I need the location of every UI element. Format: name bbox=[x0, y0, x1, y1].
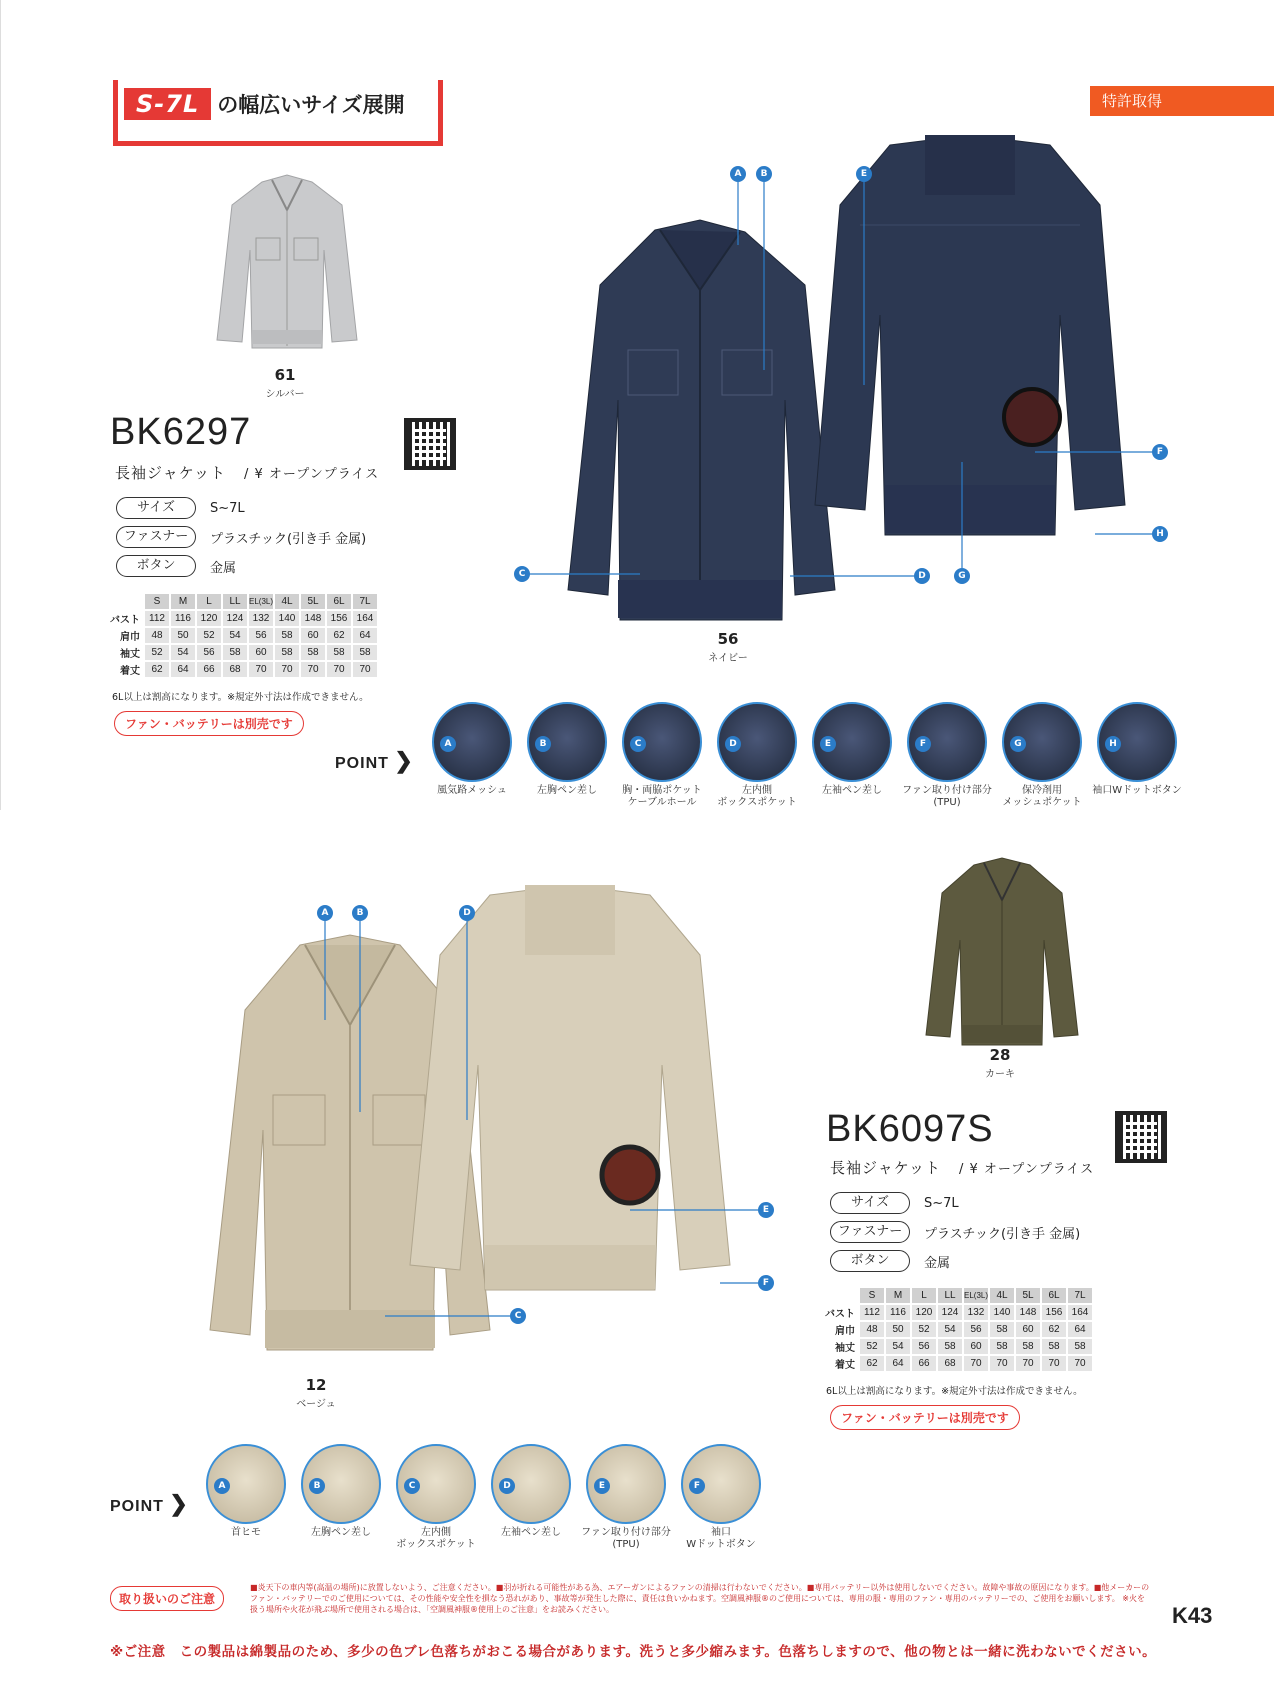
callout-c: C bbox=[514, 566, 530, 582]
row-label: 着丈 bbox=[835, 1360, 855, 1371]
table-row bbox=[825, 1305, 1092, 1320]
cell: 148 bbox=[1016, 1305, 1040, 1320]
cell: 66 bbox=[197, 662, 221, 677]
spec-size-value: S~7L bbox=[924, 1195, 959, 1211]
point-item-e bbox=[807, 702, 897, 797]
point-label: 風気路メッシュ bbox=[437, 785, 507, 796]
cell: 58 bbox=[990, 1339, 1014, 1354]
cell: 124 bbox=[223, 611, 247, 626]
cell: 56 bbox=[912, 1339, 936, 1354]
color-code-56: 56 bbox=[717, 630, 739, 648]
handling-caution-text: ■炎天下の車内等(高温の場所)に放置しないよう、ご注意ください。■羽が折れる可能性がある為、エアーガンによるファンの清掃は行わないでください。■専用バッテリー以外は使用しないでください。故障や事故の原因になります。■他メーカーのファン・バッテリーでのご使用については、その性能や安全性を損なう恐れがあり、事故等が発生した際に、責任は負いかねます。空調風神服®のご使用については、専用の服・専用のファン・専用のバッテリーでの、ご使用をお願いします。 ※火を扱う場所や火花が飛ぶ場所で使用される場合は、「空調風神服®使用上のご注意」をお読みください。 bbox=[250, 1583, 1150, 1614]
point-badge: D bbox=[499, 1478, 515, 1494]
point-detail-photo bbox=[491, 1444, 571, 1524]
cell: 164 bbox=[353, 611, 377, 626]
cell: 112 bbox=[860, 1305, 884, 1320]
spec-size-value: S~7L bbox=[210, 500, 245, 516]
jacket-navy-front-image bbox=[560, 210, 845, 630]
cell: 56 bbox=[197, 645, 221, 660]
spec-zipper-label: ファスナー bbox=[830, 1221, 910, 1243]
qr-code-bk6097s[interactable] bbox=[1115, 1111, 1167, 1163]
table-row bbox=[825, 1356, 1092, 1371]
point-item-c bbox=[617, 702, 707, 809]
cell: 68 bbox=[223, 662, 247, 677]
cell: 156 bbox=[1042, 1305, 1066, 1320]
point-text: POINT bbox=[335, 755, 389, 772]
cell: 54 bbox=[938, 1322, 962, 1337]
cell: 58 bbox=[275, 645, 299, 660]
point-label: 左胸ペン差し bbox=[311, 1527, 371, 1538]
point-item-b bbox=[296, 1444, 386, 1539]
jacket-navy-back-image bbox=[810, 135, 1130, 555]
spec-button-value: 金属 bbox=[924, 1255, 951, 1271]
size-header: 6L bbox=[1042, 1288, 1066, 1303]
callout-f: F bbox=[758, 1275, 774, 1291]
callout-h: H bbox=[1152, 526, 1168, 542]
product-type-label: 長袖ジャケット bbox=[115, 464, 226, 482]
point-detail-photo bbox=[1097, 702, 1177, 782]
point-badge: G bbox=[1010, 736, 1026, 752]
point-label: 袖口 Wドットボタン bbox=[686, 1527, 756, 1550]
point-item-b bbox=[522, 702, 612, 797]
price-label: / ¥ オープンプライス bbox=[958, 1162, 1095, 1177]
spec-zipper-value: プラスチック(引き手 金属) bbox=[924, 1226, 1081, 1242]
cell: 66 bbox=[912, 1356, 936, 1371]
product-type-label: 長袖ジャケット bbox=[830, 1159, 941, 1177]
size-header: 7L bbox=[1068, 1288, 1092, 1303]
table-row bbox=[110, 662, 377, 677]
size-header: EL(3L) bbox=[964, 1288, 988, 1303]
cell: 70 bbox=[1042, 1356, 1066, 1371]
jacket-beige-back-image bbox=[400, 885, 740, 1305]
point-label-1 bbox=[335, 748, 414, 774]
cell: 58 bbox=[1068, 1339, 1092, 1354]
point-detail-photo bbox=[622, 702, 702, 782]
row-label: 袖丈 bbox=[120, 649, 140, 660]
patent-badge: 特許取得 bbox=[1090, 86, 1274, 116]
cell: 62 bbox=[1042, 1322, 1066, 1337]
point-detail-photo bbox=[681, 1444, 761, 1524]
cell: 58 bbox=[1042, 1339, 1066, 1354]
page-number: K43 bbox=[1172, 1603, 1213, 1628]
cell: 132 bbox=[249, 611, 273, 626]
cell: 70 bbox=[249, 662, 273, 677]
product-type-2 bbox=[830, 1157, 1094, 1178]
spec-button-label: ボタン bbox=[830, 1250, 910, 1272]
cell: 58 bbox=[301, 645, 325, 660]
point-badge: A bbox=[214, 1478, 230, 1494]
point-detail-photo bbox=[907, 702, 987, 782]
point-label: 保冷剤用 メッシュポケット bbox=[1002, 785, 1082, 808]
size-header: S bbox=[145, 594, 169, 609]
size-header: EL(3L) bbox=[249, 594, 273, 609]
row-label: バスト bbox=[825, 1309, 855, 1320]
point-badge: B bbox=[535, 736, 551, 752]
cell: 64 bbox=[171, 662, 195, 677]
point-text: POINT bbox=[110, 1498, 164, 1515]
size-header: 6L bbox=[327, 594, 351, 609]
callout-d: D bbox=[459, 905, 475, 921]
callout-b: B bbox=[756, 166, 772, 182]
size-range-tag: S-7L bbox=[124, 88, 211, 120]
callout-a: A bbox=[730, 166, 746, 182]
row-label: 肩巾 bbox=[120, 632, 140, 643]
cell: 70 bbox=[327, 662, 351, 677]
size-note-1: 6L以上は割高になります。※規定外寸法は作成できません。 bbox=[112, 692, 369, 703]
product-type-1 bbox=[115, 462, 379, 483]
cell: 58 bbox=[275, 628, 299, 643]
cell: 70 bbox=[964, 1356, 988, 1371]
callout-b: B bbox=[352, 905, 368, 921]
size-header: 5L bbox=[1016, 1288, 1040, 1303]
color-name-silver: シルバー bbox=[265, 389, 305, 400]
point-item-c bbox=[391, 1444, 481, 1551]
cell: 116 bbox=[171, 611, 195, 626]
cell: 62 bbox=[145, 662, 169, 677]
size-header: 5L bbox=[301, 594, 325, 609]
jacket-silver-image bbox=[212, 170, 362, 360]
cell: 70 bbox=[301, 662, 325, 677]
price-label: / ¥ オープンプライス bbox=[243, 467, 380, 482]
cell: 60 bbox=[1016, 1322, 1040, 1337]
size-header: LL bbox=[223, 594, 247, 609]
point-item-e bbox=[581, 1444, 671, 1551]
point-badge: F bbox=[689, 1478, 705, 1494]
cell: 140 bbox=[275, 611, 299, 626]
cell: 64 bbox=[353, 628, 377, 643]
point-label: 左内側 ボックスポケット bbox=[396, 1527, 476, 1550]
point-item-a bbox=[201, 1444, 291, 1539]
color-code-28: 28 bbox=[989, 1046, 1011, 1064]
callout-c: C bbox=[510, 1308, 526, 1324]
chevron-right-icon: ❯ bbox=[169, 1491, 189, 1516]
cell: 52 bbox=[912, 1322, 936, 1337]
size-header: LL bbox=[938, 1288, 962, 1303]
model-number-bk6097s: BK6097S bbox=[826, 1108, 994, 1150]
spec-button-label: ボタン bbox=[116, 555, 196, 577]
size-range-banner bbox=[113, 80, 443, 146]
cell: 164 bbox=[1068, 1305, 1092, 1320]
callout-g: G bbox=[954, 568, 970, 584]
spec-list-1 bbox=[116, 495, 366, 582]
point-item-f bbox=[902, 702, 992, 809]
point-badge: F bbox=[915, 736, 931, 752]
cell: 112 bbox=[145, 611, 169, 626]
point-label: 胸・両脇ポケット ケーブルホール bbox=[622, 785, 702, 808]
cell: 58 bbox=[990, 1322, 1014, 1337]
point-badge: H bbox=[1105, 736, 1121, 752]
size-header: 7L bbox=[353, 594, 377, 609]
spec-zipper-label: ファスナー bbox=[116, 526, 196, 548]
callout-d: D bbox=[914, 568, 930, 584]
table-row bbox=[825, 1339, 1092, 1354]
cell: 68 bbox=[938, 1356, 962, 1371]
cell: 54 bbox=[171, 645, 195, 660]
point-item-a bbox=[427, 702, 517, 797]
cell: 60 bbox=[301, 628, 325, 643]
point-label: 左袖ペン差し bbox=[822, 785, 882, 796]
size-header: M bbox=[886, 1288, 910, 1303]
point-label: 左内側 ボックスポケット bbox=[717, 785, 797, 808]
color-name-beige: ベージュ bbox=[296, 1399, 336, 1410]
cell: 70 bbox=[1016, 1356, 1040, 1371]
point-badge: A bbox=[440, 736, 456, 752]
cell: 54 bbox=[886, 1339, 910, 1354]
cell: 116 bbox=[886, 1305, 910, 1320]
cell: 50 bbox=[886, 1322, 910, 1337]
spec-list-2 bbox=[830, 1190, 1080, 1277]
size-header: L bbox=[912, 1288, 936, 1303]
size-header: 4L bbox=[275, 594, 299, 609]
cell: 50 bbox=[171, 628, 195, 643]
cell: 124 bbox=[938, 1305, 962, 1320]
point-detail-photo bbox=[812, 702, 892, 782]
point-detail-photo bbox=[1002, 702, 1082, 782]
model-number-bk6297: BK6297 bbox=[110, 411, 252, 453]
point-badge: C bbox=[404, 1478, 420, 1494]
cell: 52 bbox=[197, 628, 221, 643]
size-header: L bbox=[197, 594, 221, 609]
cell: 56 bbox=[249, 628, 273, 643]
point-detail-photo bbox=[432, 702, 512, 782]
cell: 62 bbox=[860, 1356, 884, 1371]
point-item-f bbox=[676, 1444, 766, 1551]
table-row bbox=[825, 1322, 1092, 1337]
table-row bbox=[110, 611, 377, 626]
cell: 52 bbox=[145, 645, 169, 660]
cell: 64 bbox=[1068, 1322, 1092, 1337]
point-label: ファン取り付け部分 (TPU) bbox=[902, 785, 992, 808]
cell: 48 bbox=[145, 628, 169, 643]
handling-caution-label: 取り扱いのご注意 bbox=[110, 1586, 224, 1611]
cell: 70 bbox=[1068, 1356, 1092, 1371]
washing-caution: ※ご注意 この製品は綿製品のため、多少の色ブレ色落ちがおこる場合があります。洗うと多少縮みます。色落ちしますので、他の物とは一緒に洗わないでください。 bbox=[110, 1644, 1157, 1660]
fan-battery-note-1: ファン・バッテリーは別売です bbox=[114, 711, 304, 736]
color-code-61: 61 bbox=[274, 366, 296, 384]
cell: 64 bbox=[886, 1356, 910, 1371]
point-detail-photo bbox=[586, 1444, 666, 1524]
point-label-2 bbox=[110, 1491, 189, 1517]
row-label: 肩巾 bbox=[835, 1326, 855, 1337]
point-item-h bbox=[1092, 702, 1182, 797]
cell: 70 bbox=[353, 662, 377, 677]
cell: 60 bbox=[249, 645, 273, 660]
point-badge: E bbox=[820, 736, 836, 752]
size-note-2: 6L以上は割高になります。※規定外寸法は作成できません。 bbox=[826, 1386, 1083, 1397]
cell: 70 bbox=[990, 1356, 1014, 1371]
point-badge: E bbox=[594, 1478, 610, 1494]
table-row bbox=[110, 628, 377, 643]
cell: 58 bbox=[353, 645, 377, 660]
cell: 58 bbox=[938, 1339, 962, 1354]
cell: 148 bbox=[301, 611, 325, 626]
point-label: 左袖ペン差し bbox=[501, 1527, 561, 1538]
spec-button-value: 金属 bbox=[210, 560, 237, 576]
chevron-right-icon: ❯ bbox=[394, 748, 414, 773]
cell: 140 bbox=[990, 1305, 1014, 1320]
point-detail-photo bbox=[396, 1444, 476, 1524]
cell: 62 bbox=[327, 628, 351, 643]
point-item-g bbox=[997, 702, 1087, 809]
row-label: 着丈 bbox=[120, 666, 140, 677]
table-row bbox=[110, 645, 377, 660]
point-badge: C bbox=[630, 736, 646, 752]
size-header: S bbox=[860, 1288, 884, 1303]
point-detail-photo bbox=[527, 702, 607, 782]
point-detail-photo bbox=[301, 1444, 381, 1524]
cell: 58 bbox=[223, 645, 247, 660]
point-label: 左胸ペン差し bbox=[537, 785, 597, 796]
point-badge: D bbox=[725, 736, 741, 752]
cell: 60 bbox=[964, 1339, 988, 1354]
callout-a: A bbox=[317, 905, 333, 921]
size-header: 4L bbox=[990, 1288, 1014, 1303]
color-code-12: 12 bbox=[305, 1376, 327, 1394]
point-label: ファン取り付け部分 (TPU) bbox=[581, 1527, 671, 1550]
fan-battery-note-2: ファン・バッテリーは別売です bbox=[830, 1405, 1020, 1430]
point-detail-photo bbox=[717, 702, 797, 782]
cell: 70 bbox=[275, 662, 299, 677]
point-badge: B bbox=[309, 1478, 325, 1494]
cell: 58 bbox=[327, 645, 351, 660]
cell: 120 bbox=[197, 611, 221, 626]
point-item-d bbox=[486, 1444, 576, 1539]
spec-size-label: サイズ bbox=[830, 1192, 910, 1214]
spec-size-label: サイズ bbox=[116, 497, 196, 519]
cell: 58 bbox=[1016, 1339, 1040, 1354]
cell: 54 bbox=[223, 628, 247, 643]
size-header: M bbox=[171, 594, 195, 609]
row-label: バスト bbox=[110, 615, 140, 626]
point-item-d bbox=[712, 702, 802, 809]
size-range-text: の幅広いサイズ展開 bbox=[217, 93, 405, 117]
callout-f: F bbox=[1152, 444, 1168, 460]
point-label: 首ヒモ bbox=[231, 1527, 261, 1538]
callout-e: E bbox=[856, 166, 872, 182]
cell: 120 bbox=[912, 1305, 936, 1320]
cell: 56 bbox=[964, 1322, 988, 1337]
color-name-navy: ネイビー bbox=[708, 653, 748, 664]
size-table-1 bbox=[108, 592, 379, 679]
point-detail-photo bbox=[206, 1444, 286, 1524]
cell: 48 bbox=[860, 1322, 884, 1337]
point-label: 袖口Wドットボタン bbox=[1092, 785, 1182, 796]
left-edge-line bbox=[0, 0, 1, 810]
size-table-2 bbox=[823, 1286, 1094, 1373]
row-label: 袖丈 bbox=[835, 1343, 855, 1354]
qr-code-bk6297[interactable] bbox=[404, 418, 456, 470]
cell: 52 bbox=[860, 1339, 884, 1354]
cell: 156 bbox=[327, 611, 351, 626]
spec-zipper-value: プラスチック(引き手 金属) bbox=[210, 531, 367, 547]
cell: 132 bbox=[964, 1305, 988, 1320]
jacket-khaki-image bbox=[922, 855, 1082, 1055]
color-name-khaki: カーキ bbox=[985, 1069, 1015, 1080]
callout-e: E bbox=[758, 1202, 774, 1218]
